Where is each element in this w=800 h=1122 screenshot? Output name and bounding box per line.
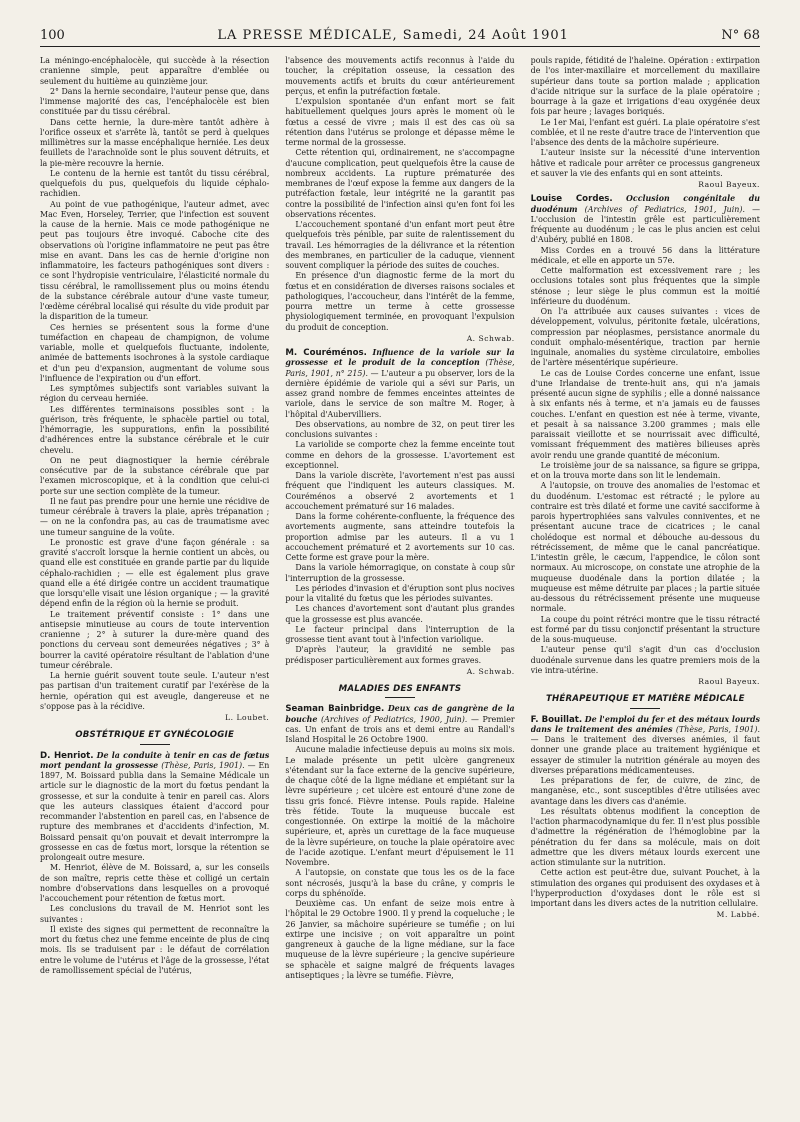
article-source: (Archives of Pediatrics, 1901, Juin).	[584, 204, 745, 214]
article-author: F. Bouillat.	[530, 714, 583, 725]
heading-rule	[385, 697, 415, 698]
paragraph: On l'a attribuée aux causes suivantes : vices de développement, volvulus, péritonite fœtale, ulcérations, compression par néoplasmes, persistance anormale du conduit omphalo-mésentérique, traction par hernie inguinale, anomalies du système circulatoire, embolies de l'artère mésentérique supérieure.	[530, 307, 760, 368]
paragraph: Le contenu de la hernie est tantôt du tissu cérébral, quelquefois du pus, quelquefois du liquide céphalo-rachidien.	[40, 168, 270, 199]
paragraph: Il ne faut pas prendre pour une hernie une récidive de tumeur cérébrale à travers la plaie, après trépanation ; — on ne la confondra pas, au cas de traumatisme avec une tumeur sanguine de la voûte.	[40, 496, 270, 537]
article-columns	[40, 56, 760, 1104]
column-3	[531, 56, 760, 1104]
heading-rule	[630, 708, 660, 709]
paragraph: M. Henriot, élève de M. Boissard, a, sur les conseils de son maître, repris cette thèse et colligé un certain nombre d'observations dans lesquelles on a provoqué l'accouchement pour rétention de fœtus mort.	[40, 863, 270, 903]
paragraph: Des observations, au nombre de 32, on peut tirer les conclusions suivantes :	[285, 419, 515, 439]
paragraph: Cette malformation est excessivement rare ; les occlusions totales sont plus fréquentes que la simple sténose ; leur siège le plus commun est la moitié inférieure du duodénum.	[530, 266, 760, 306]
paragraph: — Premier cas. Un enfant de trois ans et demi entre au Randall's Island Hospital le 26 Octobre 1900.	[285, 714, 515, 744]
section-heading-obstetrique	[40, 730, 269, 744]
paragraph: Les périodes d'invasion et d'éruption sont plus nocives pour la vitalité du fœtus que les périodes suivantes.	[285, 583, 515, 603]
paragraph: Cette rétention qui, ordinairement, ne s'accompagne d'aucune complication, peut quelquefois être la cause de nombreux accidents. La rupture prématurée des membranes de l'œuf expose la femme aux dangers de la putréfaction fœtale, leur intégrité ne la garantit pas contre la possibilité de l'infection ainsi qu'en font foi les observations récentes.	[285, 148, 515, 219]
article-lead	[531, 715, 760, 777]
column-2	[285, 56, 514, 1104]
paragraph: Les différentes terminaisons possibles sont : la guérison, très fréquente, le sphacèle partiel ou total, l'hémorragie, les suppurations, enfin la possibilité d'adhérences entre la substance cérébrale et le cuir chevelu.	[40, 404, 270, 455]
article-title: Occlusion congénitale du duodénum	[530, 194, 760, 214]
article-lead	[40, 751, 269, 864]
paragraph: pouls rapide, fétidité de l'haleine. Opération : extirpation de l'os inter-maxillaire et morcellement du maxillaire supérieur dans toute sa portion malade ; application d'acide nitrique sur la surface de la plaie opératoire ; bourrage à la gaze et irrigations d'eau oxygénée deux fois par heure ; lavages boriqués.	[530, 56, 760, 117]
article-author: D. Henriot.	[40, 750, 94, 761]
paragraph: On ne peut diagnostiquer la hernie cérébrale consécutive par de la substance cérébrale que par l'examen microscopique, et à la condition que celui-ci porte sur une section complète de la tumeur.	[40, 455, 270, 496]
paragraph: Il existe des signes qui permettent de reconnaître la mort du fœtus chez une femme enceinte de plus de cinq mois. Ils se traduisent par : le défaut de corrélation entre le volume de l'utérus et l'âge de la grossesse, l'état de ramollissement spécial de l'utérus,	[40, 924, 270, 975]
paragraph: A l'autopsie, on constate que tous les os de la face sont nécrosés, jusqu'à la base du crâne, y compris le corps du sphénoïde.	[285, 868, 515, 898]
paragraph: Dans la variole hémorragique, on constate à coup sûr l'interruption de la grossesse.	[285, 563, 515, 583]
paragraph: L'accouchement spontané d'un enfant mort peut être quelquefois très pénible, par suite de ralentissement du travail. Les hémorragies de la délivrance et la rétention des membranes, en particulier de la caduque, viennent souvent compliquer la période des suites de couches.	[285, 220, 515, 270]
paragraph: Le traitement préventif consiste : 1° dans une antisepsie minutieuse au cours de toute intervention cranienne ; 2° à suturer la dure-mère quand des ponctions du cerveau sont demeurées négatives ; 3° à bourrer la cavité opératoire résultant de l'ablation d'une tumeur cérébrale.	[40, 609, 270, 670]
article-author: Seaman Bainbridge.	[285, 704, 385, 715]
article-title: De l'emploi du fer et des métaux lourds dans le traitement des anémies	[530, 714, 760, 734]
page-number: 100	[40, 27, 65, 43]
section-heading-enfants	[285, 684, 514, 698]
paragraph: Dans cette hernie, la dure-mère tantôt adhère à l'orifice osseux et s'arrête là, tantôt se perd à quelques millimètres sur la masse encéphalique herniée. Les deux feuillets de l'arachnoïde sont le plus souvent détruits, et la pie-mère recouvre la hernie.	[40, 117, 270, 168]
paragraph: Le pronostic est grave d'une façon générale : sa gravité s'accroît lorsque la hernie contient un abcès, ou quand elle est constituée en grande partie par du liquide céphalo-rachidien ; — elle est également plus grave quand elle a été dirigée contre un accident traumatique que lorsqu'elle visait une lésion organique ; — la gravité dépend enfin de la région où la hernie se produit.	[40, 537, 270, 609]
paragraph: Dans la forme cohérente-confluente, la fréquence des avortements augmente, sans atteindre toutefois la proportion admise par les auteurs. Il a vu 1 accouchement prématuré et 2 avortements sur 10 cas. Cette forme est grave pour la mère.	[285, 512, 515, 562]
paragraph: Au point de vue pathogénique, l'auteur admet, avec Mac Even, Horseley, Terrier, que l'infection est souvent la cause de la hernie. Mais ce mode pathogénique ne peut pas toujours être invoqué. Caboche cite des observations où l'origine inflammatoire ne peut pas être mise en avant. Dans les cas de hernie d'origine non inflammatoire, les facteurs pathogéniques sont divers : ce sont l'hydropisie ventriculaire, l'élasticité normale du tissu cérébral, le ramollissement plus ou moins étendu de la substance cérébrale autour d'une vaste tumeur, l'œdème cérébral localisé qui résulte du vide produit par la disparition de la tumeur.	[40, 199, 270, 322]
paragraph: Les préparations de fer, de cuivre, de zinc, de manganèse, etc., sont susceptibles d'être utilisées avec avantage dans les divers cas d'anémie.	[530, 776, 760, 806]
article-author: M. Couréménos.	[285, 348, 367, 358]
paragraph: Les conclusions du travail de M. Henriot sont les suivantes :	[40, 904, 270, 924]
column-1	[40, 56, 269, 1104]
article-title: De la conduite à tenir en cas de fœtus mort pendant la grossesse	[40, 750, 270, 770]
section-heading-text: OBSTÉTRIQUE ET GYNÉCOLOGIE	[75, 730, 235, 741]
paragraph: La variolide se comporte chez la femme enceinte tout comme en dehors de la grossesse. L'avortement est exceptionnel.	[285, 440, 515, 470]
paragraph: — L'occlusion de l'intestin grêle est particulièrement fréquente au duodénum ; le cas le plus ancien est celui d'Aubéry, publié en 1808.	[530, 204, 760, 245]
article-title: Influence de la variole sur la grossesse et le produit de la conception	[285, 348, 515, 368]
paragraph: L'auteur insiste sur la nécessité d'une intervention hâtive et radicale pour arrêter ce processus gangreneux et sauver la vie des enfants qui en sont atteints.	[530, 148, 760, 178]
article-title: Deux cas de gangrène de la bouche	[285, 704, 515, 724]
article-lead	[531, 194, 760, 245]
paragraph: La hernie guérit souvent toute seule. L'auteur n'est pas partisan d'un traitement curatif par l'exérèse de la hernie, opération qui est aveugle, dangereuse et ne s'oppose pas à la récidive.	[40, 671, 270, 711]
article-lead	[285, 704, 514, 745]
paragraph: — Dans le traitement des diverses anémies, il faut donner une grande place au traitement hygiénique et essayer de stimuler la nutrition générale au moyen des diverses préparations médicamenteuses.	[530, 735, 760, 775]
paragraph: Le cas de Louise Cordes concerne une enfant, issue d'une Irlandaise de trente-huit ans, qui n'a jamais présenté aucun signe de syphilis ; elle a donné naissance à six enfants nés à terme, et n'a jamais eu de fausses couches. L'enfant en question est née à terme, vivante, et pesait à sa naissance 3.200 grammes ; mais elle paraissait vieillotte et se nourrissait avec difficulté, vomissant fréquemment des matières bilieuses après avoir rendu une grande quantité de méconium.	[530, 368, 760, 460]
section-heading-therapeutique	[531, 694, 760, 708]
paragraph: La méningo-encéphalocèle, qui succède à la résection cranienne simple, peut apparaître d'emblée ou seulement du huitième au quinzième jour.	[40, 56, 270, 86]
article-source: (Thèse, Paris, 1901).	[161, 760, 245, 770]
article-source: (Thèse, Paris, 1901).	[675, 724, 760, 734]
paragraph: Aucune maladie infectieuse depuis au moins six mois. Le malade présente un petit ulcère gangreneux s'étendant sur la face externe de la gencive supérieure, de chaque côté de la ligne médiane et empiétant sur la lèvre supérieure ; cet ulcère est entouré d'une zone de tissu gris foncé. Fièvre intense. Pouls rapide. Haleine très fétide. Toute la muqueuse buccale est congestionnée. On extirpe la moitié de la mâchoire supérieure, et, après un curettage de la face muqueuse de la lèvre supérieure, on touche la plaie opératoire avec de l'acide azotique. L'enfant meurt d'épuisement le 11 Novembre.	[285, 745, 515, 867]
heading-rule	[140, 744, 170, 745]
author-signature: L. Loubet.	[225, 713, 270, 722]
paragraph: Ces hernies se présentent sous la forme d'une tuméfaction en chapeau de champignon, de volume variable, molle et quelquefois fluctuante, indolente, animée de battements isochrones à la systole cardiaque et d'un peu d'expansion, augmentant de volume sous l'influence de l'expiration ou d'un effort.	[40, 322, 270, 383]
paragraph: La coupe du point rétréci montre que le tissu rétracté est formé par du tissu conjonctif présentant la structure de la sous-muqueuse.	[530, 614, 760, 644]
author-signature: A. Schwab.	[466, 666, 515, 676]
paragraph: Dans la variole discrète, l'avortement n'est pas aussi fréquent que l'indiquent les auteurs classiques. M. Couréménos a observé 2 avortements et 1 accouchement prématuré sur 16 malades.	[285, 471, 515, 511]
paragraph: l'absence des mouvements actifs reconnus à l'aide du toucher, la crépitation osseuse, la cessation des mouvements actifs et bruits du cœur antérieurement perçus, et enfin la putréfaction fœtale.	[285, 56, 515, 96]
article-source: (Thèse, Paris, 1901, n° 215).	[285, 358, 515, 378]
paragraph: D'après l'auteur, la gravidité ne semble pas prédisposer particulièrement aux formes graves.	[285, 645, 515, 665]
paragraph: 2° Dans la hernie secondaire, l'auteur pense que, dans l'immense majorité des cas, l'encéphalocèle est bien constituée par du tissu cérébral.	[40, 86, 270, 117]
paragraph: Deuxième cas. Un enfant de seize mois entre à l'hôpital le 29 Octobre 1900. Il y prend la coqueluche ; le 26 Janvier, sa mâchoire supérieure se tuméfie ; on lui extirpe une incisive ; on voit apparaître un point gangreneux à gauche de la ligne médiane, sur la face muqueuse de la lèvre supérieure ; la gencive supérieure se sphacèle et saigne malgré de fréquents lavages antiseptiques ; la lèvre se tuméfie. Fièvre,	[285, 899, 515, 980]
issue-number: N° 68	[721, 27, 760, 43]
paragraph: Les chances d'avortement sont d'autant plus grandes que la grossesse est plus avancée.	[285, 604, 515, 624]
paragraph: Le troisième jour de sa naissance, sa figure se grippa, et on la trouva morte dans son lit le lendemain.	[530, 460, 760, 480]
running-header	[40, 24, 760, 47]
paragraph: Cette action est peut-être due, suivant Pouchet, à la stimulation des organes qui produisent des oxydases et à l'hyperproduction d'oxydases dont le rôle est si important dans les divers actes de la nutrition cellulaire.	[530, 868, 760, 908]
paragraph: A l'autopsie, on trouve des anomalies de l'estomac et du duodénum. L'estomac est rétracté ; le pylore au contraire est très dilaté et forme une cavité sacciforme à parois hypertrophiées sans valvules conniventes, et ne présentant aucune trace de cicatrices ; le canal cholédoque est normal et débouche au-dessous du rétrécissement, de même que le canal pancréatique. L'intestin grêle, le cæcum, l'appendice, le côlon sont normaux. Au microscope, on constate une atrophie de la muqueuse duodénale dans la portion dilatée ; la muqueuse est même détruite par places ; la partie située au-dessous du rétrécissement présente une muqueuse normale.	[530, 481, 760, 614]
paragraph: L'auteur pense qu'il s'agit d'un cas d'occlusion duodénale survenue dans les quatre premiers mois de la vie intra-utérine.	[530, 645, 760, 675]
author-signature: A. Schwab.	[466, 333, 515, 343]
paragraph: En présence d'un diagnostic ferme de la mort du fœtus et en considération de diverses raisons sociales et pathologiques, l'accoucheur, dans l'intérêt de la femme, pourra mettre un terme à cette grossesse physiologiquement terminée, en provoquant l'expulsion du produit de conception.	[285, 271, 515, 332]
paragraph: — L'auteur a pu observer, lors de la dernière épidémie de variole qui a sévi sur Paris, un assez grand nombre de femmes enceintes atteintes de variole, dans le service de son maître M. Roger, à l'hôpital d'Aubervilliers.	[285, 368, 515, 419]
article-lead	[285, 348, 514, 420]
author-signature: M. Labbé.	[716, 910, 760, 920]
paragraph: Le facteur principal dans l'interruption de la grossesse tient avant tout à l'infection variolique.	[285, 624, 515, 644]
paragraph: Les résultats obtenus modifient la conception de l'action pharmacodynamique du fer. Il n'est plus possible d'admettre la régénération de l'hémoglobine par la pénétration du fer dans sa molécule, mais on doit admettre que les divers métaux lourds exercent une action stimulante sur la nutrition.	[530, 806, 760, 867]
paragraph: Le 1er Mai, l'enfant est guéri. La plaie opératoire s'est comblée, et il ne reste d'autre trace de l'intervention que l'absence des dents de la mâchoire supérieure.	[530, 117, 760, 147]
article-source: (Archives of Pediatrics, 1900, Juin).	[321, 714, 468, 724]
paragraph: — En 1897, M. Boissard publia dans la Semaine Médicale un article sur le diagnostic de la mort du fœtus pendant la grossesse, et sur la conduite à tenir en pareil cas. Alors que les auteurs classiques étaient d'accord pour recommander l'abstention en pareil cas, en l'absence de rupture des membranes et d'accidents d'infection, M. Boissard pensait qu'on pouvait et devait interrompre la grossesse en cas de fœtus mort, lorsque la rétention se prolongeait outre mesure.	[40, 760, 270, 862]
author-signature: Raoul Bayeux.	[698, 677, 760, 686]
paragraph: Les symptômes subjectifs sont variables suivant la région du cerveau herniée.	[40, 384, 270, 404]
paragraph: L'expulsion spontanée d'un enfant mort se fait habituellement quelques jours après le moment où le fœtus a cessé de vivre ; mais il est des cas où sa rétention dans l'utérus se prolonge et dépasse même le terme normal de la grossesse.	[285, 97, 515, 147]
journal-title: LA PRESSE MÉDICALE, Samedi, 24 Août 1901	[217, 27, 569, 43]
article-author: Louise Cordes.	[530, 194, 613, 205]
paragraph: Miss Cordes en a trouvé 56 dans la littérature médicale, et elle en apporte un 57e.	[530, 245, 760, 265]
author-signature: Raoul Bayeux.	[698, 180, 760, 189]
section-heading-text: MALADIES DES ENFANTS	[338, 684, 462, 694]
section-heading-text: THÉRAPEUTIQUE ET MATIÈRE MÉDICALE	[545, 694, 745, 705]
